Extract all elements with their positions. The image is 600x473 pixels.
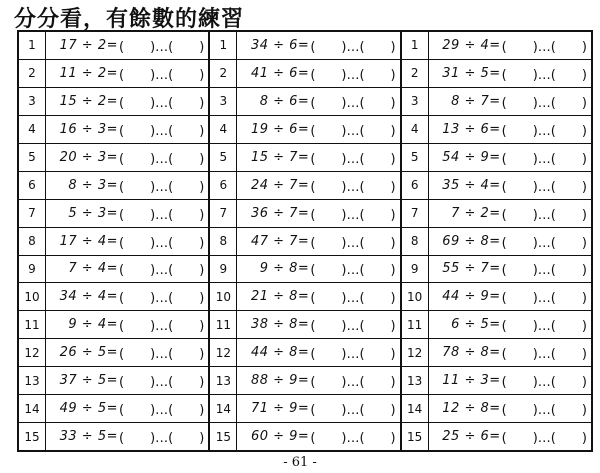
problem-row: [19, 283, 208, 311]
problem-cell: [237, 256, 399, 283]
problem-number: 13: [402, 367, 429, 394]
answer-blanks[interactable]: ( )…( ): [119, 39, 205, 55]
answer-blanks[interactable]: ( )…( ): [119, 95, 205, 111]
problem-row: [402, 395, 591, 423]
problem-row: [19, 116, 208, 144]
answer-blanks[interactable]: ( )…( ): [310, 235, 396, 251]
answer-blanks[interactable]: ( )…( ): [501, 179, 587, 195]
division-expression: 25 ÷ 6=: [442, 429, 501, 445]
problem-number: 7: [402, 200, 429, 227]
division-expression: 19 ÷ 6=: [250, 121, 310, 137]
problem-row: [19, 32, 208, 60]
answer-blanks[interactable]: ( )…( ): [310, 263, 396, 279]
problem-number: 6: [19, 172, 46, 199]
answer-blanks[interactable]: ( )…( ): [119, 179, 205, 195]
problem-cell: [46, 172, 208, 199]
division-expression: 54 ÷ 9=: [442, 149, 501, 165]
answer-blanks[interactable]: ( )…( ): [310, 39, 396, 55]
problem-row: [210, 395, 399, 423]
problem-row: [402, 144, 591, 172]
answer-blanks[interactable]: ( )…( ): [501, 151, 587, 167]
answer-blanks[interactable]: ( )…( ): [119, 431, 205, 447]
problem-row: [210, 144, 399, 172]
answer-blanks[interactable]: ( )…( ): [501, 95, 587, 111]
problem-number: 10: [19, 283, 46, 310]
problem-cell: [46, 339, 208, 366]
problem-number: 8: [210, 228, 237, 255]
problem-row: [19, 144, 208, 172]
answer-blanks[interactable]: ( )…( ): [310, 67, 396, 83]
division-expression: 15 ÷ 2=: [59, 93, 118, 109]
problem-cell: [429, 116, 591, 143]
division-expression: 41 ÷ 6=: [250, 65, 310, 81]
division-expression: 12 ÷ 8=: [442, 401, 501, 417]
problem-cell: [237, 116, 399, 143]
problem-row: [402, 283, 591, 311]
problem-row: [19, 367, 208, 395]
answer-blanks[interactable]: ( )…( ): [501, 347, 587, 363]
problem-row: [210, 200, 399, 228]
problem-number: 14: [402, 395, 429, 422]
answer-blanks[interactable]: ( )…( ): [501, 319, 587, 335]
division-expression: 34 ÷ 4=: [59, 289, 118, 305]
problem-number: 3: [210, 88, 237, 115]
problem-row: [210, 423, 399, 450]
answer-blanks[interactable]: ( )…( ): [310, 375, 396, 391]
problem-number: 13: [210, 367, 237, 394]
problem-row: [402, 32, 591, 60]
problem-number: 1: [210, 32, 237, 59]
problem-row: [402, 60, 591, 88]
problem-row: [210, 311, 399, 339]
problem-cell: [46, 311, 208, 338]
problem-number: 14: [210, 395, 237, 422]
problem-row: [19, 256, 208, 284]
division-expression: 35 ÷ 4=: [442, 177, 501, 193]
problem-number: 13: [19, 367, 46, 394]
division-expression: 5 ÷ 3=: [68, 205, 118, 221]
problem-cell: [429, 60, 591, 87]
problem-number: 5: [402, 144, 429, 171]
problem-cell: [429, 172, 591, 199]
problem-row: [210, 367, 399, 395]
answer-blanks[interactable]: ( )…( ): [119, 291, 205, 307]
answer-blanks[interactable]: ( )…( ): [119, 235, 205, 251]
problem-cell: [429, 395, 591, 422]
division-expression: 60 ÷ 9=: [250, 429, 310, 445]
answer-blanks[interactable]: ( )…( ): [119, 67, 205, 83]
answer-blanks[interactable]: ( )…( ): [119, 403, 205, 419]
problem-row: [402, 88, 591, 116]
problem-cell: [429, 144, 591, 171]
problem-row: [210, 88, 399, 116]
division-expression: 78 ÷ 8=: [442, 345, 501, 361]
problem-row: [210, 60, 399, 88]
division-expression: 49 ÷ 5=: [59, 401, 118, 417]
division-expression: 20 ÷ 3=: [59, 149, 118, 165]
problem-row: [402, 367, 591, 395]
problem-row: [210, 256, 399, 284]
problem-cell: [429, 256, 591, 283]
division-expression: 36 ÷ 7=: [250, 205, 310, 221]
answer-blanks[interactable]: ( )…( ): [119, 207, 205, 223]
division-expression: 9 ÷ 8=: [259, 261, 310, 277]
division-expression: 24 ÷ 7=: [250, 177, 310, 193]
problem-number: 2: [402, 60, 429, 87]
problem-number: 2: [210, 60, 237, 87]
answer-blanks[interactable]: ( )…( ): [310, 403, 396, 419]
problem-row: [19, 60, 208, 88]
division-expression: 17 ÷ 4=: [59, 233, 118, 249]
division-expression: 37 ÷ 5=: [59, 373, 118, 389]
answer-blanks[interactable]: ( )…( ): [501, 67, 587, 83]
problem-number: 4: [402, 116, 429, 143]
answer-blanks[interactable]: ( )…( ): [310, 123, 396, 139]
problem-cell: [237, 228, 399, 255]
division-expression: 47 ÷ 7=: [250, 233, 310, 249]
answer-blanks[interactable]: ( )…( ): [310, 319, 396, 335]
division-expression: 8 ÷ 3=: [68, 177, 118, 193]
problem-cell: [429, 283, 591, 310]
problem-cell: [46, 116, 208, 143]
problem-row: [402, 311, 591, 339]
problem-cell: [237, 88, 399, 115]
problem-row: [402, 200, 591, 228]
problem-cell: [46, 367, 208, 394]
problem-cell: [237, 311, 399, 338]
division-expression: 55 ÷ 7=: [442, 261, 501, 277]
problem-row: [210, 283, 399, 311]
answer-blanks[interactable]: ( )…( ): [501, 235, 587, 251]
problem-number: 5: [19, 144, 46, 171]
problem-cell: [429, 228, 591, 255]
answer-blanks[interactable]: ( )…( ): [501, 123, 587, 139]
problem-number: 10: [210, 283, 237, 310]
problem-cell: [429, 339, 591, 366]
problem-cell: [237, 200, 399, 227]
problem-number: 3: [19, 88, 46, 115]
problem-number: 4: [19, 116, 46, 143]
problem-cell: [237, 283, 399, 310]
problem-cell: [429, 311, 591, 338]
problem-cell: [237, 144, 399, 171]
problem-row: [19, 88, 208, 116]
problem-cell: [46, 395, 208, 422]
division-expression: 29 ÷ 4=: [442, 37, 501, 53]
problem-number: 14: [19, 395, 46, 422]
problem-cell: [46, 60, 208, 87]
problem-number: 1: [19, 32, 46, 59]
problem-number: 12: [402, 339, 429, 366]
problem-number: 8: [19, 228, 46, 255]
answer-blanks[interactable]: ( )…( ): [310, 95, 396, 111]
problem-row: [19, 423, 208, 450]
problem-row: [210, 172, 399, 200]
problem-cell: [237, 60, 399, 87]
division-expression: 21 ÷ 8=: [250, 289, 310, 305]
division-expression: 88 ÷ 9=: [250, 373, 310, 389]
answer-blanks[interactable]: ( )…( ): [119, 151, 205, 167]
problem-number: 6: [402, 172, 429, 199]
problem-number: 11: [19, 311, 46, 338]
answer-blanks[interactable]: ( )…( ): [501, 207, 587, 223]
problem-row: [210, 228, 399, 256]
problem-number: 7: [19, 200, 46, 227]
problem-row: [210, 32, 399, 60]
problem-cell: [237, 32, 399, 59]
division-expression: 11 ÷ 3=: [442, 373, 501, 389]
answer-blanks[interactable]: ( )…( ): [310, 291, 396, 307]
problem-number: 9: [210, 256, 237, 283]
problem-cell: [237, 172, 399, 199]
answer-blanks[interactable]: ( )…( ): [501, 39, 587, 55]
problem-number: 11: [210, 311, 237, 338]
problem-row: [19, 339, 208, 367]
answer-blanks[interactable]: ( )…( ): [119, 347, 205, 363]
answer-blanks[interactable]: ( )…( ): [119, 263, 205, 279]
division-expression: 16 ÷ 3=: [59, 121, 118, 137]
answer-blanks[interactable]: ( )…( ): [310, 151, 396, 167]
problem-number: 1: [402, 32, 429, 59]
problem-number: 9: [402, 256, 429, 283]
problem-row: [19, 200, 208, 228]
problem-cell: [237, 339, 399, 366]
problem-row: [402, 228, 591, 256]
problem-cell: [46, 283, 208, 310]
answer-blanks[interactable]: ( )…( ): [310, 179, 396, 195]
answer-blanks[interactable]: ( )…( ): [501, 403, 587, 419]
problem-cell: [46, 228, 208, 255]
problem-cell: [46, 32, 208, 59]
division-expression: 17 ÷ 2=: [59, 37, 118, 53]
problem-cell: [429, 88, 591, 115]
worksheet-column: [402, 32, 591, 450]
page-number: - 61 -: [283, 455, 317, 470]
division-expression: 38 ÷ 8=: [250, 317, 310, 333]
answer-blanks[interactable]: ( )…( ): [501, 375, 587, 391]
problem-cell: [46, 256, 208, 283]
problem-cell: [429, 423, 591, 450]
problem-row: [402, 339, 591, 367]
problem-number: 15: [402, 423, 429, 450]
answer-blanks[interactable]: ( )…( ): [310, 207, 396, 223]
division-expression: 31 ÷ 5=: [442, 65, 501, 81]
problem-number: 6: [210, 172, 237, 199]
problem-number: 4: [210, 116, 237, 143]
problem-number: 10: [402, 283, 429, 310]
division-expression: 71 ÷ 9=: [250, 401, 310, 417]
answer-blanks[interactable]: ( )…( ): [501, 263, 587, 279]
answer-blanks[interactable]: ( )…( ): [310, 347, 396, 363]
problem-row: [19, 172, 208, 200]
division-expression: 8 ÷ 7=: [451, 93, 501, 109]
problem-row: [402, 116, 591, 144]
problem-cell: [429, 32, 591, 59]
answer-blanks[interactable]: ( )…( ): [119, 123, 205, 139]
problem-number: 9: [19, 256, 46, 283]
problem-row: [19, 228, 208, 256]
problem-row: [210, 339, 399, 367]
problem-row: [19, 311, 208, 339]
problem-cell: [237, 423, 399, 450]
problem-number: 2: [19, 60, 46, 87]
problem-number: 12: [19, 339, 46, 366]
division-expression: 26 ÷ 5=: [59, 345, 118, 361]
problem-cell: [46, 423, 208, 450]
division-expression: 44 ÷ 8=: [250, 345, 310, 361]
problem-number: 11: [402, 311, 429, 338]
division-expression: 9 ÷ 4=: [68, 317, 118, 333]
problem-number: 8: [402, 228, 429, 255]
problem-row: [19, 395, 208, 423]
problem-cell: [429, 367, 591, 394]
worksheet-table: [17, 30, 593, 452]
problem-number: 3: [402, 88, 429, 115]
problem-row: [402, 256, 591, 284]
division-expression: 44 ÷ 9=: [442, 289, 501, 305]
answer-blanks[interactable]: ( )…( ): [501, 431, 587, 447]
problem-number: 7: [210, 200, 237, 227]
division-expression: 7 ÷ 4=: [68, 261, 118, 277]
answer-blanks[interactable]: ( )…( ): [501, 291, 587, 307]
division-expression: 8 ÷ 6=: [259, 93, 310, 109]
division-expression: 33 ÷ 5=: [59, 429, 118, 445]
problem-row: [402, 172, 591, 200]
problem-number: 5: [210, 144, 237, 171]
problem-row: [210, 116, 399, 144]
problem-cell: [237, 395, 399, 422]
problem-cell: [46, 144, 208, 171]
answer-blanks[interactable]: ( )…( ): [310, 431, 396, 447]
division-expression: 69 ÷ 8=: [442, 233, 501, 249]
problem-number: 15: [19, 423, 46, 450]
division-expression: 15 ÷ 7=: [250, 149, 310, 165]
worksheet-column: [19, 32, 210, 450]
problem-cell: [46, 200, 208, 227]
division-expression: 34 ÷ 6=: [250, 37, 310, 53]
answer-blanks[interactable]: ( )…( ): [119, 319, 205, 335]
problem-row: [402, 423, 591, 450]
division-expression: 7 ÷ 2=: [451, 205, 501, 221]
division-expression: 6 ÷ 5=: [451, 317, 501, 333]
problem-cell: [237, 367, 399, 394]
problem-number: 15: [210, 423, 237, 450]
problem-number: 12: [210, 339, 237, 366]
division-expression: 11 ÷ 2=: [59, 65, 118, 81]
worksheet-column: [210, 32, 401, 450]
page-title: 分分看，有餘數的練習: [14, 7, 245, 32]
problem-cell: [46, 88, 208, 115]
problem-cell: [429, 200, 591, 227]
answer-blanks[interactable]: ( )…( ): [119, 375, 205, 391]
division-expression: 13 ÷ 6=: [442, 121, 501, 137]
